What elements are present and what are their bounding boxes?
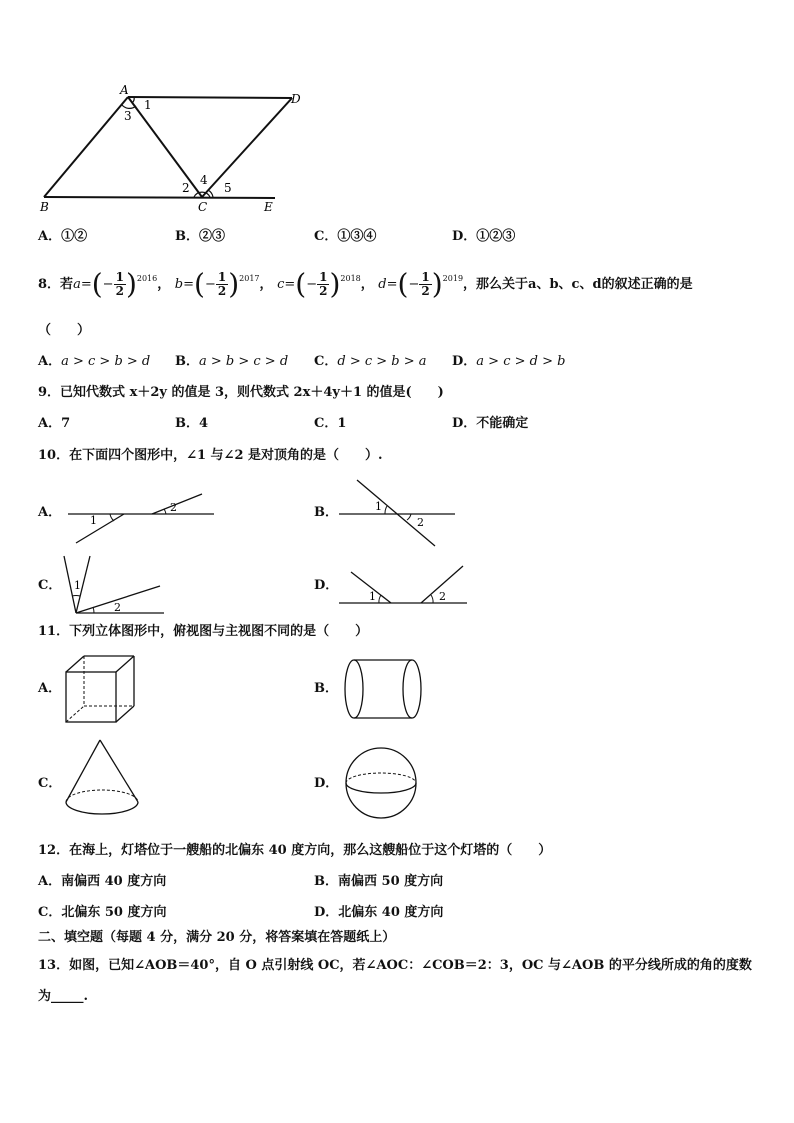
- svg-text:2: 2: [439, 590, 446, 603]
- svg-text:1: 1: [369, 590, 376, 603]
- option-text: 7: [61, 416, 71, 431]
- q11-option-a-letter[interactable]: A．: [38, 681, 62, 696]
- q8-prefix: 若: [60, 277, 74, 292]
- q11-option-c-letter[interactable]: C．: [38, 776, 62, 791]
- option-text: a > c > d > b: [476, 354, 566, 369]
- label-d: D: [291, 92, 301, 106]
- exponent: 2016: [136, 274, 158, 283]
- var-c: c: [277, 277, 285, 292]
- q9-stem: 9．已知代数式 x＋2y 的值是 3，则代数式 2x＋4y＋1 的值是( ): [38, 385, 444, 400]
- var-d: d: [378, 277, 387, 292]
- option-text: 北偏东 50 度方向: [61, 905, 167, 920]
- q10-option-a-letter[interactable]: A．: [38, 505, 62, 520]
- svg-text:1: 1: [375, 500, 382, 513]
- exponent: 2018: [340, 274, 361, 283]
- q12-option-b[interactable]: [314, 874, 443, 890]
- option-letter: C．: [314, 416, 338, 431]
- option-text: 1: [337, 416, 347, 431]
- q12-option-a[interactable]: [38, 874, 166, 890]
- q12-stem: 12．在海上，灯塔位于一艘船的北偏东 40 度方向，那么这艘船位于这个灯塔的（ ）: [38, 843, 552, 858]
- q8-suffix-vars: a、b、c、d: [528, 277, 602, 292]
- option-letter: C．: [314, 229, 338, 244]
- option-letter: C．: [38, 905, 62, 920]
- option-text: 4: [199, 416, 209, 431]
- label-b: B: [40, 200, 49, 214]
- q7-option-a[interactable]: [38, 229, 87, 245]
- minus: −: [102, 277, 114, 292]
- q10-stem: 10．在下面四个图形中，∠1 与∠2 是对顶角的是（ ）.: [38, 448, 383, 463]
- q8-stem: 8．若a=(− $\frac{1}{2}$ )$^{2016}$， b=(− $\frac{1}{2}$ )$^{2017}$， c=(− $\frac{1}{2}$ )$^{2018}$， d=(− $\frac{1}{2}$ )$^{2019}$，那么关于a、b、c、d的叙述正确的是: [38, 267, 693, 301]
- q12-option-c[interactable]: [38, 905, 167, 921]
- option-letter: D．: [452, 354, 477, 369]
- option-text: 北偏东 40 度方向: [338, 905, 444, 920]
- svg-text:2: 2: [417, 516, 424, 529]
- q8-option-c[interactable]: [314, 354, 427, 370]
- equals: =: [80, 277, 92, 292]
- angle-label-1: 1: [90, 514, 97, 527]
- q11-cone-figure: [60, 736, 146, 822]
- option-text: 不能确定: [476, 416, 529, 431]
- q10-figure-b: [335, 476, 465, 548]
- angle-label-2: 2: [182, 181, 190, 195]
- q9-option-b[interactable]: [175, 416, 208, 432]
- angle-label-4: 4: [200, 173, 208, 187]
- section-heading: 二、填空题（每题 4 分，满分 20 分，将答案填在答题纸上）: [38, 930, 396, 945]
- q11-stem: 11．下列立体图形中，俯视图与主视图不同的是（ ）: [38, 624, 369, 639]
- q11-cylinder-figure: [340, 656, 430, 722]
- option-text: ①②③: [476, 229, 516, 244]
- svg-text:2: 2: [114, 601, 121, 614]
- parallelogram-figure: [30, 78, 301, 218]
- q8-suffix-end: 的叙述正确的是: [601, 277, 693, 292]
- q11-option-d-letter[interactable]: D．: [314, 776, 339, 791]
- var-b: b: [174, 277, 184, 292]
- q11-sphere-figure: [342, 744, 424, 824]
- q9-option-d[interactable]: [452, 416, 528, 432]
- q8-option-a[interactable]: [38, 354, 150, 370]
- option-letter: A．: [38, 354, 62, 369]
- label-a: A: [120, 83, 129, 97]
- exponent: 2019: [442, 274, 464, 283]
- svg-text:1: 1: [74, 579, 81, 592]
- angle-label-3: 3: [124, 109, 132, 123]
- paren-open: (: [91, 267, 103, 301]
- q8-suffix: ，那么关于: [463, 277, 529, 292]
- option-text: a > c > b > d: [61, 354, 151, 369]
- angle-label-2: 2: [170, 501, 177, 514]
- q7-option-d[interactable]: [452, 229, 515, 245]
- paren-close: ): [125, 267, 137, 301]
- q11-cube-figure: [62, 652, 142, 726]
- option-letter: C．: [314, 354, 338, 369]
- q8-answer-paren: （ ）: [38, 323, 91, 338]
- q12-option-d[interactable]: [314, 905, 443, 921]
- q13-stem-line1: 13．如图，已知∠AOB＝40°，自 O 点引射线 OC，若∠AOC：∠COB＝2：3，OC 与∠AOB 的平分线所成的角的度数: [38, 958, 752, 973]
- q10-figure-c: [58, 552, 168, 618]
- q11-option-b-letter[interactable]: B．: [314, 681, 338, 696]
- q8-option-b[interactable]: [175, 354, 288, 370]
- option-letter: A．: [38, 229, 62, 244]
- option-letter: D．: [314, 905, 339, 920]
- option-letter: D．: [452, 229, 477, 244]
- option-letter: A．: [38, 874, 62, 889]
- angle-label-1: 1: [144, 98, 152, 112]
- option-letter: B．: [314, 874, 338, 889]
- var-a: a: [73, 277, 81, 292]
- label-e: E: [264, 200, 273, 214]
- q10-option-d-letter[interactable]: D．: [314, 578, 339, 593]
- label-c: C: [198, 200, 208, 214]
- option-text: a > b > c > d: [199, 354, 289, 369]
- q9-option-a[interactable]: [38, 416, 70, 432]
- q10-option-c-letter[interactable]: C．: [38, 578, 62, 593]
- equals: =: [183, 277, 195, 292]
- option-letter: B．: [175, 354, 199, 369]
- option-text: 南偏西 50 度方向: [338, 874, 444, 889]
- q7-option-c[interactable]: [314, 229, 376, 245]
- exponent: 2017: [239, 274, 260, 283]
- q9-option-c[interactable]: [314, 416, 346, 432]
- comma: ，: [157, 277, 171, 292]
- option-text: d > c > b > a: [337, 354, 427, 369]
- option-letter: A．: [38, 416, 62, 431]
- option-letter: B．: [175, 416, 199, 431]
- option-text: ②③: [199, 229, 226, 244]
- q10-option-b-letter[interactable]: B．: [314, 505, 338, 520]
- option-letter: B．: [175, 229, 199, 244]
- option-letter: D．: [452, 416, 477, 431]
- fraction: $\frac{1}{2}$: [115, 270, 124, 298]
- q13-stem-line2: 为_____.: [38, 989, 89, 1004]
- angle-label-5: 5: [224, 181, 232, 195]
- question-number: 8．: [38, 277, 61, 292]
- q10-figure-d: [335, 562, 475, 608]
- q8-option-d[interactable]: [452, 354, 565, 370]
- q7-option-b[interactable]: [175, 229, 225, 245]
- q10-figure-a: [62, 490, 222, 550]
- option-text: ①③④: [337, 229, 377, 244]
- option-text: 南偏西 40 度方向: [61, 874, 167, 889]
- option-text: ①②: [61, 229, 88, 244]
